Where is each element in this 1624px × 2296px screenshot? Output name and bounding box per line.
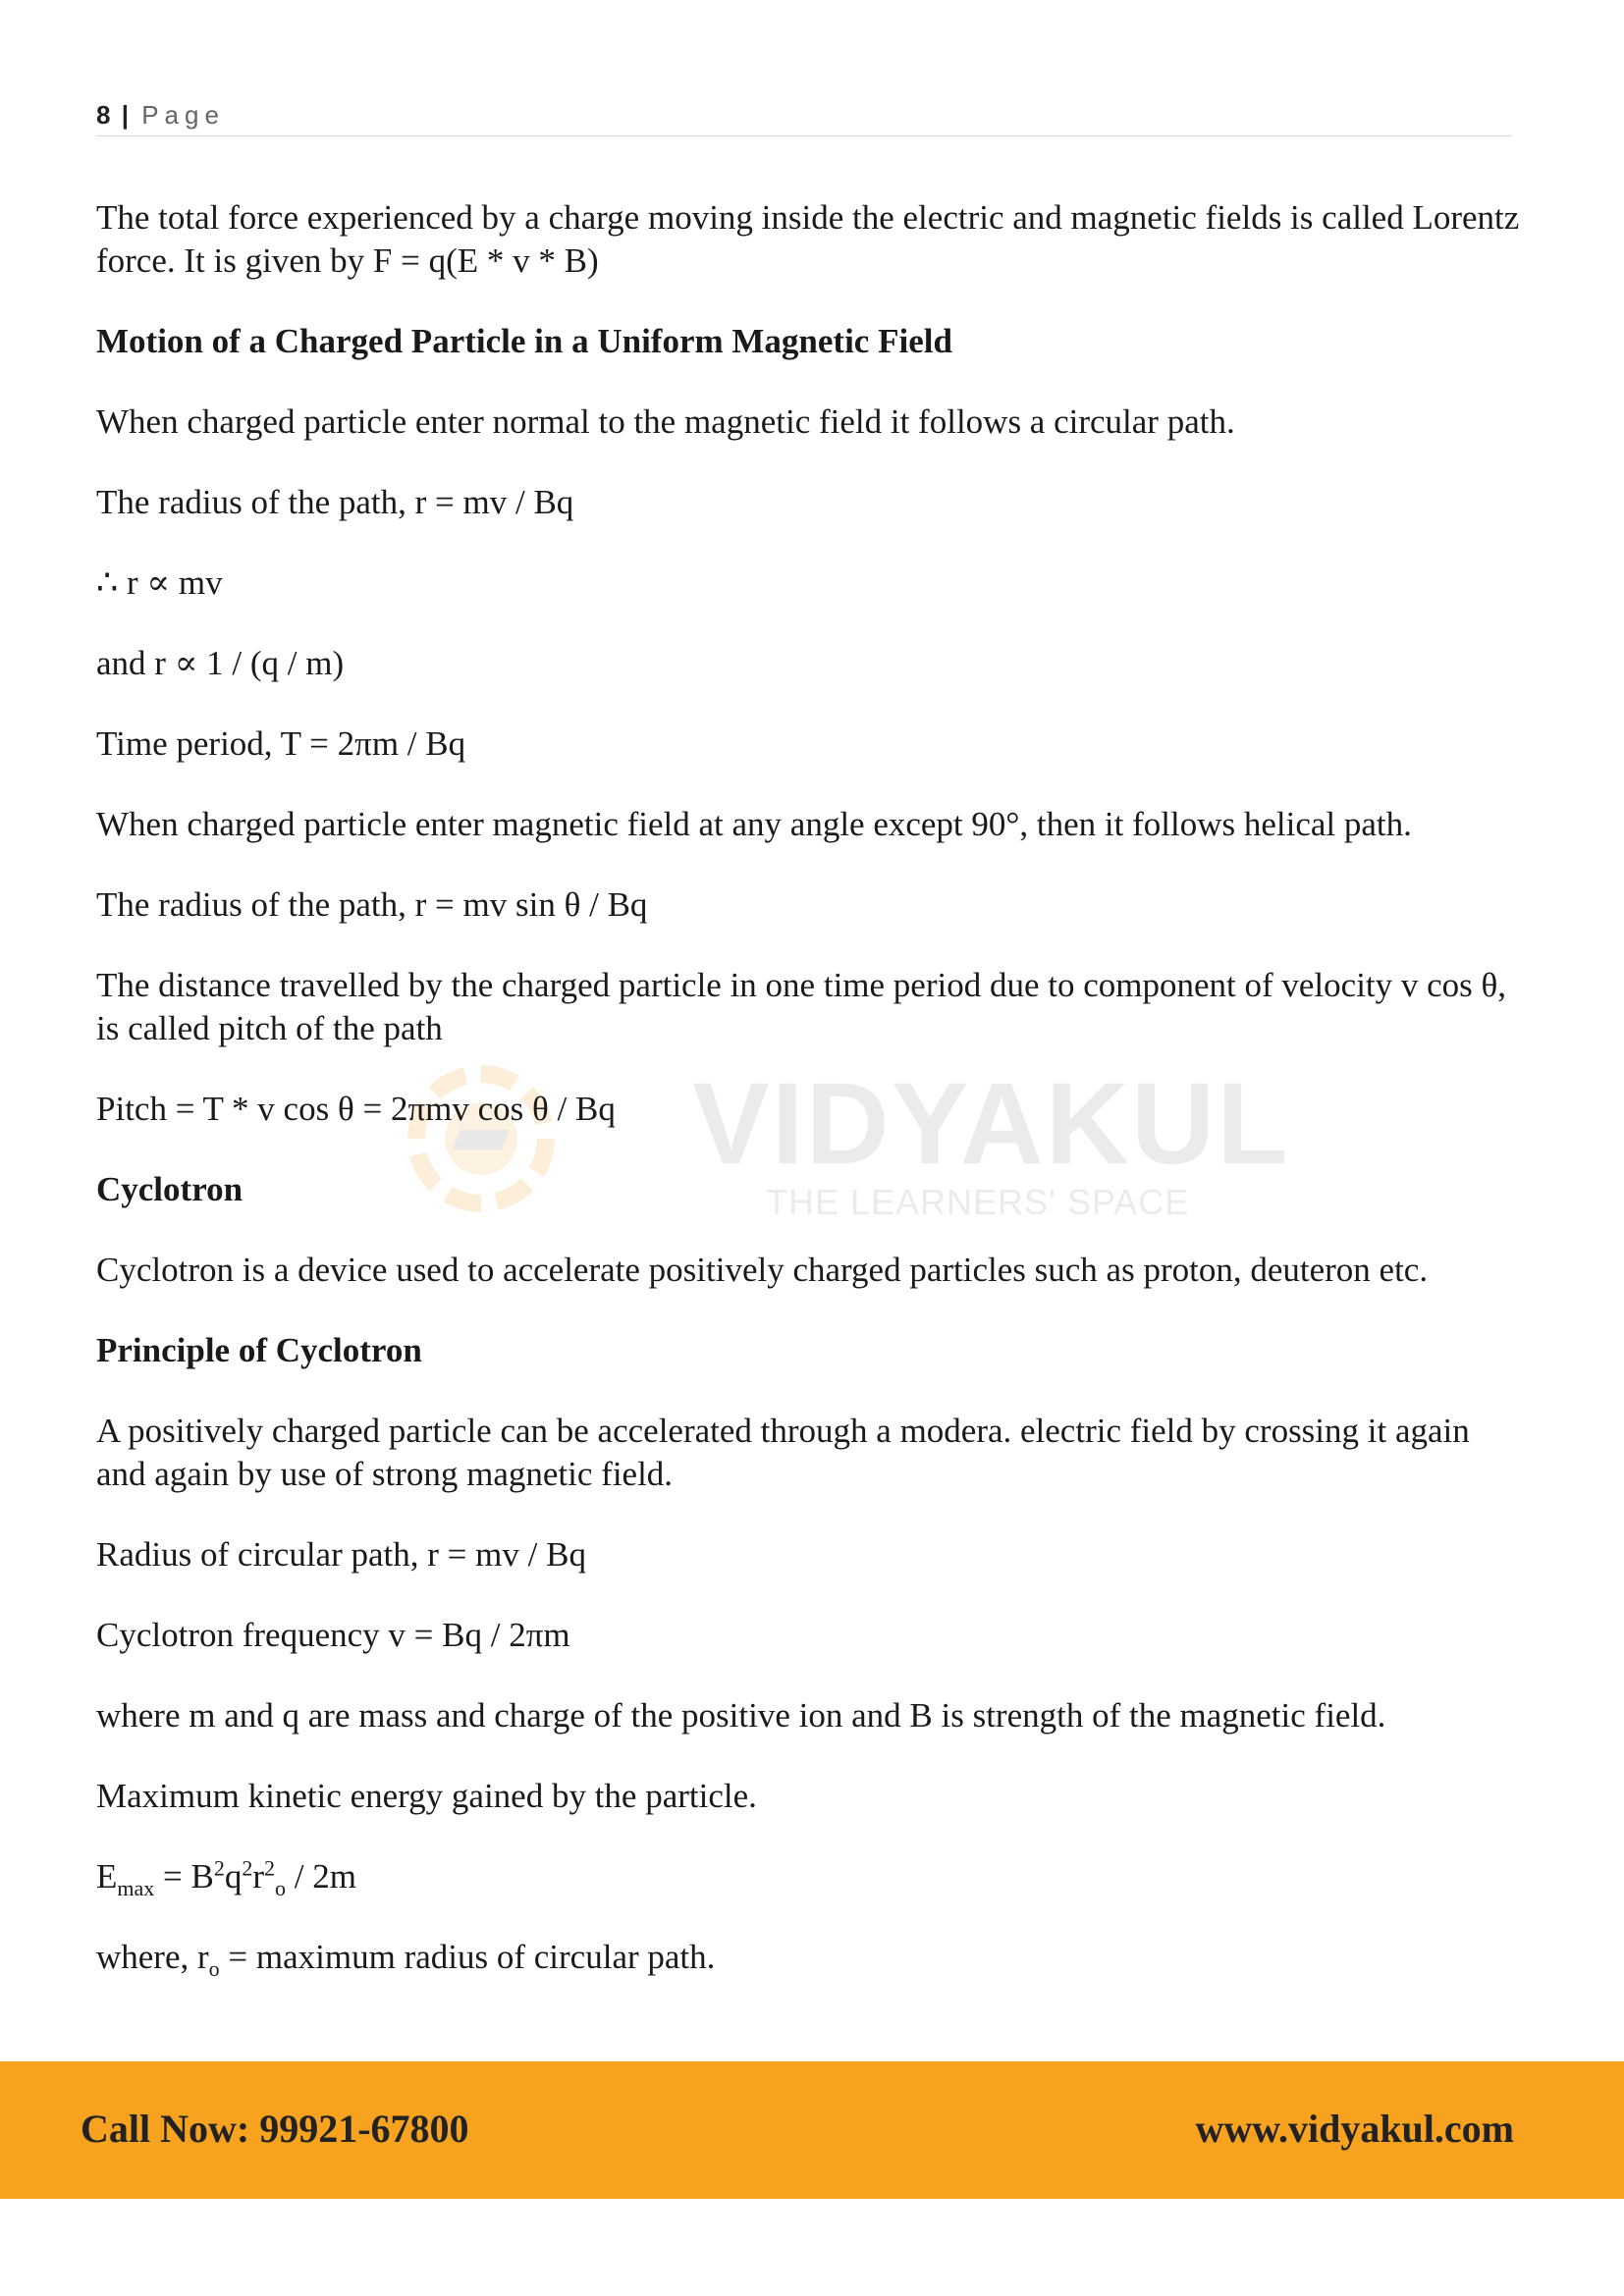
- paragraph-where-mq: where m and q are mass and charge of the positive ion and B is strength of the magnetic field.: [96, 1696, 1386, 1735]
- paragraph-max-ke: Maximum kinetic energy gained by the particle.: [96, 1777, 757, 1815]
- paragraph-radius-sin: The radius of the path, r = mv sin θ / Bq: [96, 885, 648, 924]
- heading-principle: Principle of Cyclotron: [96, 1331, 422, 1369]
- emax-q: q: [224, 1857, 243, 1896]
- paragraph-pitch-formula: Pitch = T * v cos θ = 2πmv cos θ / Bq: [96, 1090, 616, 1128]
- ro-sub: o: [208, 1956, 220, 1981]
- emax-e: E: [96, 1857, 118, 1896]
- paragraph-emax-formula: [96, 1855, 1520, 1898]
- paragraph-proportional-mv: ∴ r ∝ mv: [96, 563, 223, 602]
- watermark-subtitle: THE LEARNERS' SPACE: [766, 1182, 1190, 1222]
- paragraph-lorentz: The total force experienced by a charge moving inside the electric and magnetic fields is called Lorentz force. It is given by F = q(E * v * B): [96, 198, 1520, 280]
- ro-post: = maximum radius of circular path.: [219, 1938, 716, 1976]
- emax-r: r: [252, 1857, 265, 1896]
- paragraph-pitch-definition: The distance travelled by the charged particle in one time period due to component of velocity v cos θ, is called pitch of the path: [96, 966, 1507, 1047]
- call-now-text: Call Now: 99921-67800: [81, 2107, 469, 2151]
- emax-sub-o: o: [275, 1876, 287, 1900]
- emax-eq: = B: [154, 1857, 214, 1896]
- page-word: Page: [141, 100, 225, 130]
- paragraph-cyclotron-frequency: Cyclotron frequency v = Bq / 2πm: [96, 1616, 570, 1654]
- page-number: 8: [96, 100, 111, 130]
- emax-rest: / 2m: [286, 1857, 356, 1896]
- emax-sub: max: [117, 1876, 155, 1900]
- footer-banner: [0, 2061, 1624, 2199]
- paragraph-helical: When charged particle enter magnetic field at any angle except 90°, then it follows helical path.: [96, 805, 1412, 843]
- heading-motion: Motion of a Charged Particle in a Uniform Magnetic Field: [96, 322, 952, 360]
- paragraph-radius: The radius of the path, r = mv / Bq: [96, 483, 574, 521]
- ro-pre: where, r: [96, 1938, 209, 1976]
- paragraph-ro-definition: [96, 1936, 1520, 1979]
- emax-sup-q: 2: [242, 1855, 253, 1881]
- paragraph-time-period: Time period, T = 2πm / Bq: [96, 724, 466, 763]
- website-link[interactable]: www.vidyakul.com: [1195, 2107, 1514, 2151]
- page-content: [96, 196, 1520, 2016]
- paragraph-principle: A positively charged particle can be accelerated through a modera. electric field by crossing it again and again by use of strong magnetic field.: [96, 1412, 1470, 1493]
- paragraph-cyclotron-device: Cyclotron is a device used to accelerate positively charged particles such as proton, deuteron etc.: [96, 1251, 1429, 1289]
- page-header: [96, 98, 1512, 136]
- header-separator: |: [121, 100, 129, 130]
- emax-sup-b: 2: [213, 1855, 225, 1881]
- paragraph-proportional-qm: and r ∝ 1 / (q / m): [96, 644, 345, 682]
- watermark-title: VIDYAKUL: [692, 1059, 1290, 1189]
- paragraph-circular-radius: Radius of circular path, r = mv / Bq: [96, 1535, 586, 1574]
- emax-sup-r: 2: [264, 1855, 276, 1881]
- heading-cyclotron: Cyclotron: [96, 1170, 244, 1208]
- paragraph-circular: When charged particle enter normal to the magnetic field it follows a circular path.: [96, 402, 1235, 441]
